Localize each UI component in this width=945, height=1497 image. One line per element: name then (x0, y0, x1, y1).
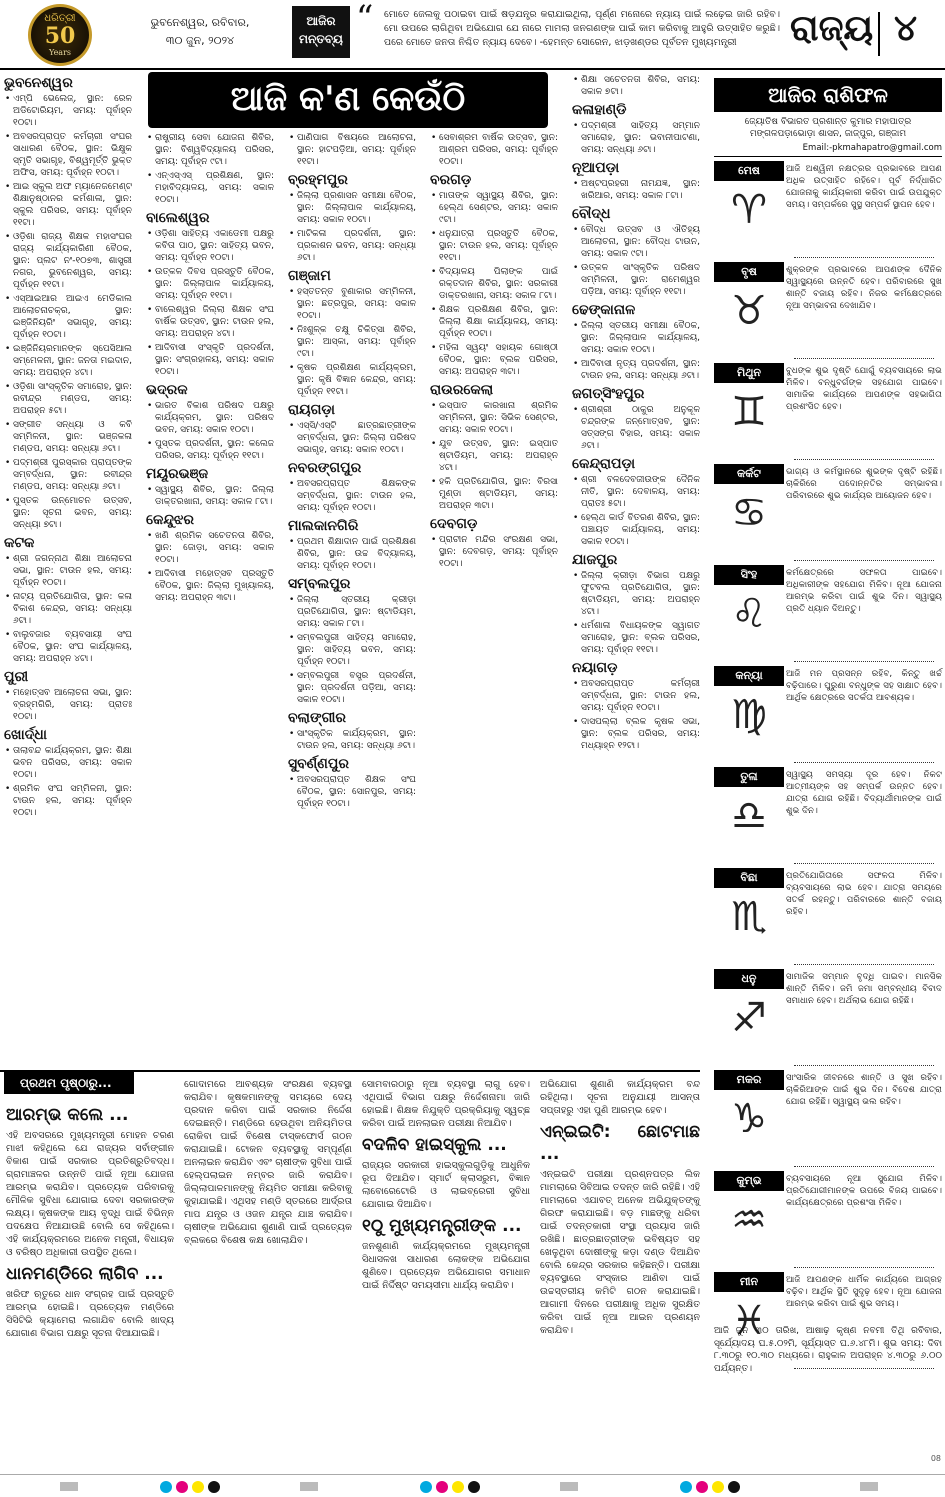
sign-prediction: ସ୍ୱାସ୍ଥ୍ୟ ସମସ୍ୟା ଦୂର ହେବ। ନିକଟ ଆତ୍ମୀୟଙ୍କ ସହ ସମ୍ପର୍କ ଉନ୍ନତ ହେବ। ଯାତ୍ରା ଯୋଗ ରହିଛି। ବିଦ୍ୟାର୍ଥୀମାନଙ୍କ ପାଇଁ ଶୁଭ ଦିନ। (786, 770, 942, 816)
sign-name: କୁମ୍ଭ (714, 1171, 784, 1191)
horoscope-sign (714, 161, 942, 258)
horoscope-sign (714, 666, 942, 763)
capricorn-icon: ♑ (731, 1096, 767, 1142)
city-heading: ଭୁବନେଶ୍ୱର (4, 75, 73, 91)
sign-name: ମକର (714, 1070, 784, 1090)
event-list (288, 420, 416, 456)
registration-bar (560, 1482, 578, 1491)
sign-prediction: ଆଜି ଆପଣଙ୍କ ଧାର୍ମିକ କାର୍ଯ୍ୟରେ ଆଗ୍ରହ ବଢ଼ିବ। ଆର୍ଥିକ ସ୍ଥିତି ସୁଦୃଢ଼ ହେବ। ନୂଆ ଯୋଜନା ଆରମ୍ଭ କରିବା ପାଇଁ ଶୁଭ ସମୟ। (786, 1275, 942, 1309)
registration-dot-cyan (420, 1481, 432, 1493)
sign-prediction: ପ୍ରତିଯୋଗିତାରେ ସଫଳତା ମିଳିବ। ବ୍ୟବସାୟରେ ଲାଭ ହେବ। ଯାତ୍ରା ସମୟରେ ସତର୍କ ରହନ୍ତୁ। ପରିବାରରେ ଶାନ୍ତି ବଜାୟ ରହିବ। (786, 871, 942, 917)
registration-bar (300, 1482, 318, 1491)
event-list (572, 570, 700, 656)
event-item: • ଉତ୍କଳ ଦିବସ ପ୍ରସ୍ତୁତି ବୈଠକ, ସ୍ଥାନ: ଜିଲ୍ଲାପାଳ କାର୍ଯ୍ୟାଳୟ, ସମୟ: ପୂର୍ବାହ୍ନ ୧୧ଟା। (146, 266, 274, 302)
cancer-icon: ♋ (731, 490, 767, 536)
event-list (572, 320, 700, 382)
sign-prediction: ଆଜି ମନ ପ୍ରସନ୍ନ ରହିବ, କିନ୍ତୁ ଖର୍ଚ୍ଚ ବଢ଼ିପାରେ। ପୁରୁଣା ବନ୍ଧୁଙ୍କ ସହ ସାକ୍ଷାତ ହେବ। ଆର୍ଥିକ କ୍ଷେତ୍ରରେ ସତର୍କତା ଆବଶ୍ୟକ। (786, 669, 942, 703)
event-item: • ଭାରତ ବିକାଶ ପରିଷଦ ପକ୍ଷରୁ କାର୍ଯ୍ୟକ୍ରମ, ସ୍ଥାନ: ପରିଷଦ ଭବନ, ସମୟ: ସକାଳ ୧୦ଟା। (146, 400, 274, 436)
registration-dot-magenta (176, 1481, 188, 1493)
masthead (0, 0, 945, 70)
event-item: • ପ୍ରଥମ ଶିକ୍ଷାଦାନ ପାଇଁ ପ୍ରଶିକ୍ଷଣ ଶିବିର, ସ୍ଥାନ: ଉଚ୍ଚ ବିଦ୍ୟାଳୟ, ସମୟ: ପୂର୍ବାହ୍ନ ୧୦ଟା। (288, 536, 416, 572)
event-list (430, 534, 558, 570)
story-body-cm: ଜନଶୁଣାଣି କାର୍ଯ୍ୟକ୍ରମରେ ମୁଖ୍ୟମନ୍ତ୍ରୀ ସିଧାସଳଖ ସାଧାରଣ ଲୋକଙ୍କ ଅଭିଯୋଗ ଶୁଣିବେ। ପ୍ରତ୍ୟେକ ଅଭିଯୋଗର ସମାଧାନ ପାଇଁ ନିର୍ଦ୍ଦିଷ୍ଟ ସମୟସୀମା ଧାର୍ଯ୍ୟ କରାଯିବ। (362, 1241, 530, 1291)
city-heading: ବୌଦ୍ଧ (572, 206, 611, 222)
event-item: • ହେଲ୍ଥ କାର୍ଡ ବିତରଣ ଶିବିର, ସ୍ଥାନ: ପଞ୍ଚାୟତ କାର୍ଯ୍ୟାଳୟ, ସମୟ: ସକାଳ ୧୦ଟା। (572, 512, 700, 548)
event-list (430, 132, 558, 168)
event-item: • ସଙ୍ଗୀତ ସନ୍ଧ୍ୟା ଓ କବି ସମ୍ମିଳନୀ, ସ୍ଥାନ: ଭଞ୍ଜକଳା ମଣ୍ଡପ, ସମୟ: ସନ୍ଧ୍ୟା ୬ଟା। (4, 419, 132, 455)
libra-icon: ♎ (731, 793, 767, 839)
city-heading: ଜଗତ୍‌ସିଂହପୁର (572, 386, 645, 402)
event-item: • ଅବସରପ୍ରାପ୍ତ କର୍ମଚାରୀ ସମ୍ବର୍ଦ୍ଧନା, ସ୍ଥାନ: ଟାଉନ ହଲ, ସମୟ: ପୂର୍ବାହ୍ନ ୧୦ଟା। (572, 678, 700, 714)
story-body-neet: ଏନ୍ଇଇଟି ପରୀକ୍ଷା ପ୍ରଶ୍ନପତ୍ର ଲିକ ମାମଲାରେ ସିବିଆଇ ତଦନ୍ତ ଜାରି ରହିଛି। ଏହି ମାମଲାରେ ଏଯାବତ୍ ଅନେକ ଅଭିଯୁକ୍ତଙ୍କୁ ଗିରଫ କରାଯାଇଛି। ବଡ଼ ମାଛଙ୍କୁ ଧରିବା ପାଇଁ ତଦନ୍ତକାରୀ ସଂସ୍ଥା ପ୍ରୟାସ ଜାରି ରଖିଛି। ଛାତ୍ରଛାତ୍ରୀଙ୍କ ଭବିଷ୍ୟତ ସହ ଖେଳୁଥିବା ଦୋଷୀଙ୍କୁ କଡ଼ା ଦଣ୍ଡ ଦିଆଯିବ ବୋଲି କେନ୍ଦ୍ର ସରକାର କହିଛନ୍ତି। ପରୀକ୍ଷା ବ୍ୟବସ୍ଥାରେ ସଂସ୍କାର ଆଣିବା ପାଇଁ ଉଚ୍ଚସ୍ତରୀୟ କମିଟି ଗଠନ କରାଯାଇଛି। ଆଗାମୀ ଦିନରେ ପରୀକ୍ଷାକୁ ଅଧିକ ସୁରକ୍ଷିତ କରିବା ପାଇଁ ନୂଆ ଆଇନ ପ୍ରଣୟନ କରାଯିବ। (540, 1169, 700, 1336)
event-item: • ଜିଲ୍ଲା ସ୍ତରୀୟ ସମୀକ୍ଷା ବୈଠକ, ସ୍ଥାନ: ଜିଲ୍ଲାପାଳ କାର୍ଯ୍ୟାଳୟ, ସମୟ: ସକାଳ ୧୦ଟା। (572, 320, 700, 356)
event-list (288, 728, 416, 752)
event-item: • ଇଞ୍ଜିନିୟରମାନଙ୍କ ସ୍ପେସିଆଲ ସମ୍ମେଳନୀ, ସ୍ଥାନ: ଜନତା ମଇଦାନ, ସମୟ: ଅପରାହ୍ନ ୪ଟା। (4, 343, 132, 379)
city-heading: ସୁବର୍ଣ୍ଣପୁର (288, 756, 349, 772)
event-item: • ଖଣି ଶ୍ରମିକ ସଚେତନତା ଶିବିର, ସ୍ଥାନ: ଜୋଡ଼ା, ସମୟ: ସକାଳ ୧୦ଟା। (146, 530, 274, 566)
dateline-place: ଭୁବନେଶ୍ୱର, ରବିବାର, (150, 16, 250, 29)
event-item: • ଓଡ଼ିଶା ସାଂସ୍କୃତିକ ସମାରୋହ, ସ୍ଥାନ: ରବୀନ୍ଦ୍ର ମଣ୍ଡପ, ସମୟ: ଅପରାହ୍ନ ୫ଟା। (4, 381, 132, 417)
event-item: • ବୌଦ୍ଧ ଉତ୍ସବ ଓ ଐତିହ୍ୟ ଆଲୋଚନା, ସ୍ଥାନ: ବୌଦ୍ଧ ଟାଉନ, ସମୟ: ସକାଳ ୯ଟା। (572, 224, 700, 260)
registration-dot-yellow (712, 1481, 724, 1493)
registration-dot-black (208, 1481, 220, 1493)
event-item: • ଶିକ୍ଷକ ପ୍ରଶିକ୍ଷଣ ଶିବିର, ସ୍ଥାନ: ଜିଲ୍ଲା ଶିକ୍ଷା କାର୍ଯ୍ୟାଳୟ, ସମୟ: ପୂର୍ବାହ୍ନ ୧୦ଟା। (430, 304, 558, 340)
event-item: • ଏନ୍ଏସ୍ଏସ୍ ପ୍ରଶିକ୍ଷଣ, ସ୍ଥାନ: ମହାବିଦ୍ୟାଳୟ, ସମୟ: ସକାଳ ୧୦ଟା। (146, 170, 274, 206)
quote-text: ମୋତେ ଜେଲକୁ ପଠାଇବା ପାଇଁ ଷଡ଼ଯନ୍ତ୍ର କରାଯାଇଥିଲା, ପୂର୍ଣ୍ଣ ମନୋରେ ନ୍ୟାୟ ପାଇଁ ଲଢ଼େଇ ଜାରି ରହିବ। ମୋ ଉପରେ ଲାଗିଥିବା ଅଭିଯୋଗ ଯେ ନାରେ ମାମଲା ଜନଗଣଙ୍କ ପାଇଁ କାମ କରିବାକୁ ଆହୁରି ଉତ୍ସାହିତ କରୁଛି। ପରେ ମୋତେ ଜନତା ନିଶ୍ଚିତ ନ୍ୟାୟ ଦେବେ। -ହେମନ୍ତ ସୋରେନ, ଝାଡ଼ଖଣ୍ଡର ପୂର୍ବତନ ମୁଖ୍ୟମନ୍ତ୍ରୀ (384, 9, 780, 48)
event-item: • ଜିଲ୍ଲା ସ୍ତରୀୟ କ୍ରୀଡ଼ା ପ୍ରତିଯୋଗିତା, ସ୍ଥାନ: ଷ୍ଟାଡିୟମ, ସମୟ: ସକାଳ ୮ଟା। (288, 594, 416, 630)
events-banner: ଆଜି କ'ଣ କେଉଁଠି (148, 72, 548, 128)
event-list (430, 190, 558, 378)
quote-mark-icon: “ (356, 0, 374, 38)
event-item: • ଶ୍ରମିକ ସଂଘ ସମ୍ମିଳନୀ, ସ୍ଥାନ: ଟାଉନ ହଲ, ସମୟ: ପୂର୍ବାହ୍ନ ୧୦ଟା। (4, 783, 132, 819)
event-list (288, 536, 416, 572)
city-heading: କେନ୍ଦ୍ରାପଡ଼ା (572, 456, 636, 472)
horoscope-sign (714, 1070, 942, 1167)
sign-prediction: ବୁଧଙ୍କ ଶୁଭ ଦୃଷ୍ଟି ଯୋଗୁଁ ବ୍ୟବସାୟରେ ଲାଭ ମିଳିବ। ବନ୍ଧୁବର୍ଗଙ୍କ ସହଯୋଗ ପାଇବେ। ସାମାଜିକ କାର୍ଯ୍ୟରେ ଆପଣଙ୍କ ସହଭାଗିତା ପ୍ରଶଂସିତ ହେବ। (786, 366, 942, 412)
event-item: • ହସ୍ତତନ୍ତ ବୁଣାକାର ସମ୍ମିଳନୀ, ସ୍ଥାନ: ଛତ୍ରପୁର, ସମୟ: ସକାଳ ୧୦ଟା। (288, 286, 416, 322)
leo-icon: ♌ (731, 591, 767, 637)
horoscope-sign (714, 969, 942, 1066)
event-item: • ଧର୍ମଶାଳା ବିଧାୟକଙ୍କ ସ୍ୱାଗତ ସମାରୋହ, ସ୍ଥାନ: ବ୍ଲକ ପରିସର, ସମୟ: ପୂର୍ବାହ୍ନ ୧୧ଟା। (572, 620, 700, 656)
horoscope-sign (714, 868, 942, 965)
event-item: • ସ୍ୱାସ୍ଥ୍ୟ ଶିବିର, ସ୍ଥାନ: ଜିଲ୍ଲା ଡାକ୍ତରଖାନା, ସମୟ: ସକାଳ ୮ଟା। (146, 484, 274, 508)
event-item: • ଓଡ଼ିଶା ସାହିତ୍ୟ ଏକାଡେମୀ ପକ୍ଷରୁ କବିତା ପାଠ, ସ୍ଥାନ: ସାହିତ୍ୟ ଭବନ, ସମୟ: ପୂର୍ବାହ୍ନ ୧୦ଟା। (146, 228, 274, 264)
event-item: • କୃଷକ ପ୍ରଶିକ୍ଷଣ କାର୍ଯ୍ୟକ୍ରମ, ସ୍ଥାନ: କୃଷି ବିଜ୍ଞାନ କେନ୍ଦ୍ର, ସମୟ: ପୂର୍ବାହ୍ନ ୧୧ଟା। (288, 362, 416, 398)
sign-separator (794, 1065, 934, 1066)
city-heading: ଗଞ୍ଜାମ (288, 268, 331, 284)
event-list (288, 190, 416, 264)
event-item: • ଉତ୍କଳ ସାଂସ୍କୃତିକ ପରିଷଦ ସମ୍ମିଳନୀ, ସ୍ଥାନ: ରାମେଶ୍ୱର ପଡ଼ିଆ, ସମୟ: ପୂର୍ବାହ୍ନ ୧୧ଟା। (572, 262, 700, 298)
sign-separator (794, 358, 934, 359)
story-body-dhanamandi: ଖରିଫ ଋତୁରେ ଧାନ ସଂଗ୍ରହ ପାଇଁ ପ୍ରସ୍ତୁତି ଆରମ୍ଭ ହୋଇଛି। ପ୍ରତ୍ୟେକ ମଣ୍ଡିରେ ସିସିଟିଭି କ୍ୟାମେରା ଲଗାଯିବ ବୋଲି ଖାଦ୍ୟ ଯୋଗାଣ ବିଭାଗ ପକ୍ଷରୁ ସୂଚନା ଦିଆଯାଇଛି। (6, 1289, 174, 1339)
horoscope-sign (714, 262, 942, 359)
event-item: • ଶ୍ରୀଶ୍ରୀ ଠାକୁର ଅନୁକୂଳ ଚନ୍ଦ୍ରଙ୍କ ଜନ୍ମୋତ୍ସବ, ସ୍ଥାନ: ସତ୍ସଙ୍ଗ ବିହାର, ସମୟ: ସକାଳ ୬ଟା। (572, 404, 700, 452)
city-heading: କଟକ (4, 535, 35, 551)
sagittarius-icon: ♐ (731, 995, 767, 1041)
sign-separator (794, 661, 934, 662)
sign-name: କର୍କଟ (714, 464, 784, 484)
registration-dot-black (468, 1481, 480, 1493)
event-list (146, 228, 274, 378)
registration-dot-black (728, 1481, 740, 1493)
event-list (146, 132, 274, 206)
logo-name: ଧରିତ୍ରୀ (44, 13, 76, 24)
horoscope-sign (714, 1171, 942, 1268)
city-heading: ବାଲେଶ୍ୱର (146, 210, 210, 226)
event-item: • ମହୋତ୍ସବ ଆଲୋଚନା ସଭା, ସ୍ଥାନ: ବ୍ରହ୍ମଗିରି, ସମୟ: ପ୍ରାତଃ ୧୦ଟା। (4, 687, 132, 723)
horoscope-author: ଜ୍ୟୋତିଷ ବିଭାରତ ପ୍ରଶାନ୍ତ କୁମାର ମହାପାତ୍ର ମଙ୍ଗଳପଡ଼ାଭୋଡ଼ା ଶାସନ, ଜାଜ୍ପୁର, ଗଞ୍ଜାମ (744, 117, 912, 139)
front-page-tag: ପ୍ରଥମ ପୃଷ୍ଠାରୁ... (4, 1072, 134, 1094)
event-item: • ଶ୍ରୀ ଜଗନ୍ନାଥ ଶିକ୍ଷା ଆଲୋଚନା ସଭା, ସ୍ଥାନ: ଟାଉନ ହଲ, ସମୟ: ପୂର୍ବାହ୍ନ ୧୦ଟା। (4, 553, 132, 589)
quote-of-the-day (292, 0, 782, 64)
event-list (288, 774, 416, 810)
sign-prediction: ଆଜି ଅଶ୍ୱିନୀ ନକ୍ଷତ୍ରର ପ୍ରଭାବରେ ଆପଣ ଅଧିକ ଉତ୍ସାହିତ ରହିବେ। ପୂର୍ବ ନିର୍ଦ୍ଧାରିତ ଯୋଜନାକୁ କାର୍ଯ୍ୟକାରୀ କରିବା ପାଇଁ ଉପଯୁକ୍ତ ସମୟ। ସମ୍ପର୍କରେ ସୁସ୍ଥ ସମ୍ପର୍କ ସ୍ଥାପନ ହେବ। (786, 164, 942, 210)
story-body-continued-3: ଅଭିଯୋଗ ଶୁଣାଣି କାର୍ଯ୍ୟକ୍ରମ ବନ୍ଦ ରହିଥିଲା। ସୂଚନା ଅନୁଯାୟୀ ଆସନ୍ତା ସପ୍ତାହରୁ ଏହା ପୁଣି ଆରମ୍ଭ ହେବ। (540, 1079, 700, 1116)
event-list (572, 178, 700, 202)
dateline (120, 14, 280, 50)
event-item: • ମାଟିକଳା ପ୍ରଦର୍ଶନୀ, ସ୍ଥାନ: ପ୍ରକାଶନ ଭବନ, ସମୟ: ସନ୍ଧ୍ୟା ୬ଟା। (288, 228, 416, 264)
city-heading: ରାଉରକେଲା (430, 382, 494, 398)
city-heading: ଯାଜପୁର (572, 552, 618, 568)
sign-prediction: ଭାଗ୍ୟ ଓ କର୍ମସ୍ଥାନରେ ଶୁଭଙ୍କ ଦୃଷ୍ଟି ରହିଛି। ଚାକିରିରେ ପଦୋନ୍ନତିର ସମ୍ଭାବନା। ପରିବାରରେ ଶୁଭ କାର୍ଯ୍ୟର ଆୟୋଜନ ହେବ। (786, 467, 942, 501)
events-column-1 (4, 74, 132, 821)
story-head-neet: ଏନ୍ଇଇଟି: ଛୋଟମାଛ ... (540, 1122, 700, 1164)
sign-name: ଧନୁ (714, 969, 784, 989)
registration-dot-magenta (436, 1481, 448, 1493)
dateline-date: ୩୦ ଜୁନ, ୨୦୨୪ (165, 34, 235, 47)
sign-separator (794, 863, 934, 864)
sign-separator (794, 459, 934, 460)
event-item: • ବାଲୁବଜାର ବ୍ୟବସାୟୀ ସଂଘ ବୈଠକ, ସ୍ଥାନ: ସଂଘ କାର୍ଯ୍ୟାଳୟ, ସମୟ: ଅପରାହ୍ନ ୪ଟା। (4, 629, 132, 665)
event-item: • ବିଦ୍ୟାଳୟ ପିଲାଙ୍କ ପାଇଁ ରକ୍ତଦାନ ଶିବିର, ସ୍ଥାନ: ସରକାରୀ ଡାକ୍ତରଖାନା, ସମୟ: ସକାଳ ୮ଟା। (430, 266, 558, 302)
city-heading: ଦେବଗଡ଼ (430, 516, 478, 532)
events-column-5 (572, 74, 700, 754)
print-registration-strip (0, 1474, 945, 1497)
event-list (288, 132, 416, 168)
event-list (146, 484, 274, 508)
story-body-arambha: ଏହି ଅବସରରେ ମୁଖ୍ୟମନ୍ତ୍ରୀ ମୋହନ ଚରଣ ମାଝୀ କହିଥିଲେ ଯେ ରାଜ୍ୟର ସର୍ବାଙ୍ଗୀନ ବିକାଶ ପାଇଁ ସରକାର ପ୍ରତିଶ୍ରୁତିବଦ୍ଧ। ଗ୍ରାମାଞ୍ଚଳର ଉନ୍ନତି ପାଇଁ ନୂଆ ଯୋଜନା ଆରମ୍ଭ କରାଯିବ। ପ୍ରତ୍ୟେକ ପରିବାରକୁ ମୌଳିକ ସୁବିଧା ଯୋଗାଇ ଦେବା ସରକାରଙ୍କ ଲକ୍ଷ୍ୟ। କୃଷକଙ୍କ ଆୟ ବୃଦ୍ଧି ପାଇଁ ବିଭିନ୍ନ ପଦକ୍ଷେପ ନିଆଯାଉଛି ବୋଲି ସେ କହିଥିଲେ। ଏହି କାର୍ଯ୍ୟକ୍ରମରେ ଅନେକ ମନ୍ତ୍ରୀ, ବିଧାୟକ ଓ ବରିଷ୍ଠ ଅଧିକାରୀ ଉପସ୍ଥିତ ଥିଲେ। (6, 1130, 174, 1258)
registration-dot-yellow (452, 1481, 464, 1493)
registration-dot-cyan (680, 1481, 692, 1493)
event-item: • ଆଦିବାସୀ ସଂସ୍କୃତି ପ୍ରଦର୍ଶନୀ, ସ୍ଥାନ: ସଂଗ୍ରହାଳୟ, ସମୟ: ସକାଳ ୧୦ଟା। (146, 342, 274, 378)
city-heading: ବ୍ରହ୍ମପୁର (288, 172, 348, 188)
story-head-highschool: ବଦଳିବ ହାଇସ୍କୁଲ ... (362, 1135, 507, 1155)
event-item: • ଓଡ଼ିଶା ରାଜ୍ୟ ଶିକ୍ଷକ ମହାସଂଘର ରାଜ୍ୟ କାର୍ଯ୍ୟକାରିଣୀ ବୈଠକ, ସ୍ଥାନ: ପ୍ଲଟ ନଂ-୧୦୭୩, ଶାସ୍ତ୍ରୀ ନଗର, ଭୁବନେଶ୍ୱର, ସମୟ: ପୂର୍ବାହ୍ନ ୧୧ଟା। (4, 231, 132, 291)
city-heading: ସମ୍ବଲପୁର (288, 576, 351, 592)
city-heading: ବରଗଡ଼ (430, 172, 472, 188)
event-item: • ଶ୍ରୀ ବଳଦେବଜୀଉଙ୍କ ଦୈନିକ ନୀତି, ସ୍ଥାନ: ଦେବାଳୟ, ସମୟ: ପ୍ରାତଃ ୫ଟା। (572, 474, 700, 510)
city-heading: ପୁରୀ (4, 669, 29, 685)
event-list (288, 286, 416, 398)
sign-separator (794, 762, 934, 763)
event-item: • ମାତାଙ୍କ ସ୍ୱାସ୍ଥ୍ୟ ଶିବିର, ସ୍ଥାନ: ହେଲ୍ଥ ସେଣ୍ଟର, ସମୟ: ସକାଳ ୯ଟା। (430, 190, 558, 226)
horoscope-sign (714, 565, 942, 662)
city-heading: ମାଲକାନଗିରି (288, 518, 359, 534)
event-item: • ଶିକ୍ଷା ସଚେତନତା ଶିବିର, ସମୟ: ସକାଳ ୭ଟା। (572, 74, 700, 98)
event-list (430, 400, 558, 512)
front-page-column-1 (6, 1100, 174, 1343)
event-list (4, 553, 132, 665)
city-heading: ନବରଙ୍ଗପୁର (288, 460, 362, 476)
horoscope-panel (714, 78, 942, 1344)
event-item: • ଅବସରପ୍ରାପ୍ତ ଶିକ୍ଷକ ସଂଘ ବୈଠକ, ସ୍ଥାନ: ସୋନପୁର, ସମୟ: ପୂର୍ବାହ୍ନ ୧୦ଟା। (288, 774, 416, 810)
city-heading: ଖୋର୍ଦ୍ଧା (4, 727, 47, 743)
logo-anniversary: 50 (44, 23, 76, 49)
city-heading: କଳାହାଣ୍ଡି (572, 102, 627, 118)
scorpio-icon: ♏ (731, 894, 767, 940)
city-heading: ଭଦ୍ରକ (146, 382, 188, 398)
sign-prediction: ସାମାଜିକ ସମ୍ମାନ ବୃଦ୍ଧି ପାଇବ। ମାନସିକ ଶାନ୍ତି ମିଳିବ। ଜମି ଜମା ସମ୍ବନ୍ଧୀୟ ବିବାଦ ସମାଧାନ ହେବ। ଅର୍ଥଲାଭ ଯୋଗ ରହିଛି। (786, 972, 942, 1006)
event-item: • ସେବାଶ୍ରମ ବାର୍ଷିକ ଉତ୍ସବ, ସ୍ଥାନ: ଆଶ୍ରମ ପରିସର, ସମୟ: ପୂର୍ବାହ୍ନ ୧୦ଟା। (430, 132, 558, 168)
sign-name: ମିଥୁନ (714, 363, 784, 383)
section-divider (878, 12, 880, 56)
event-item: • ସାଂସ୍କୃତିକ କାର୍ଯ୍ୟକ୍ରମ, ସ୍ଥାନ: ଟାଉନ ହଲ, ସମୟ: ସନ୍ଧ୍ୟା ୬ଟା। (288, 728, 416, 752)
section-title (790, 8, 940, 62)
story-head-dhanamandi: ଧାନମଣ୍ଡିରେ ଲାଗିବ ... (6, 1264, 164, 1284)
aries-icon: ♈ (731, 187, 767, 233)
city-heading: ଢେଙ୍କାନାଳ (572, 302, 636, 318)
horoscope-title: ଆଜିର ରାଶିଫଳ (714, 78, 942, 112)
sign-separator (794, 257, 934, 258)
events-column-2 (146, 132, 274, 606)
city-heading: ନୂଆପଡ଼ା (572, 160, 620, 176)
sign-separator (794, 964, 934, 965)
registration-dot-cyan (160, 1481, 172, 1493)
event-item: • ଦାସପଲ୍ଲା ବ୍ଲକ କୃଷକ ସଭା, ସ୍ଥାନ: ବ୍ଲକ ପରିସର, ସମୟ: ମଧ୍ୟାହ୍ନ ୧୨ଟା। (572, 716, 700, 752)
event-item: • ପଦ୍ମଶ୍ରୀ ସାହିତ୍ୟ ସମ୍ମାନ ସମାରୋହ, ସ୍ଥାନ: ଭବାନୀପାଟଣା, ସମୟ: ସନ୍ଧ୍ୟା ୬ଟା। (572, 120, 700, 156)
event-list (4, 93, 132, 531)
event-item: • ଏସ୍ସି/ଏସ୍ଟି ଛାତ୍ରଛାତ୍ରୀଙ୍କ ସମ୍ବର୍ଦ୍ଧନା, ସ୍ଥାନ: ଜିଲ୍ଲା ପରିଷଦ ସଭାଗୃହ, ସମୟ: ସକାଳ ୧୦ଟା। (288, 420, 416, 456)
event-list (146, 400, 274, 462)
event-list (4, 687, 132, 723)
event-item: • ପ୍ରାଚୀନ ମନ୍ଦିର ସଂରକ୍ଷଣ ସଭା, ସ୍ଥାନ: ଦେବଗଡ଼, ସମୟ: ପୂର୍ବାହ୍ନ ୧୦ଟା। (430, 534, 558, 570)
sign-separator (794, 560, 934, 561)
event-item: • ଧନୁଯାତ୍ରା ପ୍ରସ୍ତୁତି ବୈଠକ, ସ୍ଥାନ: ଟାଉନ ହଲ, ସମୟ: ପୂର୍ବାହ୍ନ ୧୧ଟା। (430, 228, 558, 264)
event-list (288, 594, 416, 706)
event-item: • ତାଲାବନ୍ଦ କାର୍ଯ୍ୟକ୍ରମ, ସ୍ଥାନ: ଶିକ୍ଷା ଭବନ ପରିସର, ସମୟ: ସକାଳ ୧୦ଟା। (4, 745, 132, 781)
registration-dot-yellow (192, 1481, 204, 1493)
sign-prediction: ସାଂସାରିକ ଜୀବନରେ ଶାନ୍ତି ଓ ସୁଖ ରହିବ। ଚାକିରିଆଙ୍କ ପାଇଁ ଶୁଭ ଦିନ। ବିଦେଶ ଯାତ୍ରା ଯୋଗ ରହିଛି। ସ୍ୱାସ୍ଥ୍ୟ ଭଲ ରହିବ। (786, 1073, 942, 1107)
event-item: • ଆଦିବାସୀ ନୃତ୍ୟ ପ୍ରଦର୍ଶନୀ, ସ୍ଥାନ: ଟାଉନ ହଲ, ସମୟ: ସନ୍ଧ୍ୟା ୬ଟା। (572, 358, 700, 382)
story-body-continued-2: ସୋମବାରଠାରୁ ନୂଆ ବ୍ୟବସ୍ଥା ଲାଗୁ ହେବ। ଏଥିପାଇଁ ବିଭାଗ ପକ୍ଷରୁ ନିର୍ଦ୍ଦେଶନାମା ଜାରି ହୋଇଛି। ଶିକ୍ଷକ ନିଯୁକ୍ତି ପ୍ରକ୍ରିୟାକୁ ସ୍ୱଚ୍ଛ କରିବା ପାଇଁ ଅନଲାଇନ ପରୀକ୍ଷା ନିଆଯିବ। (362, 1079, 530, 1129)
front-page-column-2 (184, 1078, 352, 1250)
horoscope-email: Email:-pkmahapatro@gmail.com (714, 142, 942, 157)
event-item: • ଅବସରପ୍ରାପ୍ତ କର୍ମଚାରୀ ସଂଘର ସାଧାରଣ ବୈଠକ, ସ୍ଥାନ: ଭିକ୍ଷୁକ ସ୍ମୃତି ସଭାଗୃହ, ବିଶ୍ୱମୂର୍ତ୍ତି ଭୁକ୍ତ ଅଫିସ, ସମୟ: ପୂର୍ବାହ୍ନ ୧୦ଟା। (4, 131, 132, 179)
event-item: • ଜିଲ୍ଲା ପ୍ରଶାସନ ସମୀକ୍ଷା ବୈଠକ, ସ୍ଥାନ: ଜିଲ୍ଲାପାଳ କାର୍ଯ୍ୟାଳୟ, ସମୟ: ସକାଳ ୧୦ଟା। (288, 190, 416, 226)
sign-name: ମେଷ (714, 161, 784, 181)
horoscope-signs (714, 161, 942, 1369)
registration-dot-magenta (696, 1481, 708, 1493)
city-heading: ରାୟଗଡ଼ା (288, 402, 335, 418)
sign-name: ବୃଷ (714, 262, 784, 282)
sign-prediction: କର୍ମକ୍ଷେତ୍ରରେ ସଫଳତା ପାଇବେ। ଅଧିକାରୀଙ୍କ ସହଯୋଗ ମିଳିବ। ନୂଆ ଯୋଜନା ଆରମ୍ଭ କରିବା ପାଇଁ ଶୁଭ ଦିନ। ସ୍ୱାସ୍ଥ୍ୟ ପ୍ରତି ଧ୍ୟାନ ଦିଅନ୍ତୁ। (786, 568, 942, 614)
event-item: • ମହିଳା ସ୍ୱୟଂ ସହାୟକ ଗୋଷ୍ଠୀ ବୈଠକ, ସ୍ଥାନ: ବ୍ଲକ ପରିସର, ସମୟ: ଅପରାହ୍ନ ୩ଟା। (430, 342, 558, 378)
horoscope-sign (714, 363, 942, 460)
pisces-icon: ♓ (731, 1298, 767, 1344)
event-list (572, 224, 700, 298)
sign-prediction: ବ୍ୟବସାୟରେ ନୂଆ ସୁଯୋଗ ମିଳିବ। ପ୍ରତିଯୋଗୀମାନଙ୍କ ଉପରେ ବିଜୟ ପାଇବେ। କାର୍ଯ୍ୟକ୍ଷେତ୍ରରେ ପ୍ରଶଂସା ମିଳିବ। (786, 1174, 942, 1208)
sign-name: ସିଂହ (714, 565, 784, 585)
sign-prediction: ଶୁକ୍ରଙ୍କ ପ୍ରଭାବରେ ଆପଣଙ୍କ ଦୈନିକ ସ୍ୱାସ୍ଥ୍ୟରେ ଉନ୍ନତି ହେବ। ପରିବାରରେ ସୁଖ ଶାନ୍ତି ବଜାୟ ରହିବ। ନିଜର କର୍ମକ୍ଷେତ୍ରରେ ନୂଆ ସମ୍ଭାବନା ଦେଖାଯିବ। (786, 265, 942, 311)
taurus-icon: ♉ (731, 288, 767, 334)
city-heading: ନୟାଗଡ଼ (572, 660, 618, 676)
sign-name: ବିଛା (714, 868, 784, 888)
city-heading: ବଲାଙ୍ଗୀର (288, 710, 346, 726)
event-item: • ଏସ୍ଆଇଆର ଆଇଏ ମେଡିକାଲ ଆଲୋଚନାଚକ୍ର, ସ୍ଥାନ: ଇଞ୍ଜିନିୟରିଂ ସଭାଗୃହ, ସମୟ: ପୂର୍ବାହ୍ନ ୧୦ଟା। (4, 293, 132, 341)
event-item: • ଅଷ୍ଟପ୍ରହରୀ ନାମଯଜ୍ଞ, ସ୍ଥାନ: ଖରିଆର, ସମୟ: ସକାଳ ୮ଟା। (572, 178, 700, 202)
event-item: • ଜିଲ୍ଲା କ୍ରୀଡ଼ା ବିଭାଗ ପକ୍ଷରୁ ଫୁଟବଲ ପ୍ରତିଯୋଗିତା, ସ୍ଥାନ: ଷ୍ଟାଡିୟମ, ସମୟ: ଅପରାହ୍ନ ୪ଟା। (572, 570, 700, 618)
sign-separator (794, 1267, 934, 1268)
event-item: • ଆଦିବାସୀ ମହୋତ୍ସବ ପ୍ରସ୍ତୁତି ବୈଠକ, ସ୍ଥାନ: ଜିଲ୍ଲା ମୁଖ୍ୟାଳୟ, ସମୟ: ଅପରାହ୍ନ ୩ଟା। (146, 568, 274, 604)
event-list (572, 678, 700, 752)
page-code: 08 (930, 1454, 941, 1463)
registration-bar (860, 1482, 878, 1491)
event-item: • ବାଲେଶ୍ୱର ଜିଲ୍ଲା ଶିକ୍ଷକ ସଂଘ ବାର୍ଷିକ ଉତ୍ସବ, ସ୍ଥାନ: ଟାଉନ ହଲ, ସମୟ: ଅପରାହ୍ନ ୪ଟା। (146, 304, 274, 340)
event-list (146, 530, 274, 604)
event-item: • ରାଷ୍ଟ୍ରୀୟ ସେବା ଯୋଜନା ଶିବିର, ସ୍ଥାନ: ବିଶ୍ୱବିଦ୍ୟାଳୟ ପରିସର, ସମୟ: ପୂର୍ବାହ୍ନ ୯ଟା। (146, 132, 274, 168)
event-item: • ଯୁବ ଉତ୍ସବ, ସ୍ଥାନ: ଇସ୍ପାତ ଷ୍ଟାଡିୟମ, ସମୟ: ଅପରାହ୍ନ ୪ଟା। (430, 438, 558, 474)
events-column-3 (288, 132, 416, 812)
event-list (288, 478, 416, 514)
section-name: ରାଜ୍ୟ (790, 8, 874, 49)
panjika-note: ଆଜି ଜୁନ ୩୦ ତାରିଖ, ଆଷାଢ଼ କୃଷ୍ଣ ନବମୀ ତିଥି ରବିବାର, ସୂର୍ଯ୍ୟୋଦୟ ଘ.୫.୦୨ମି, ସୂର୍ଯ୍ୟାସ୍ତ ଘ.୬.୪୮ମି। ଶୁଭ ସମୟ: ଦିବା ୮.୩୦ରୁ ୧୦.୩୦ ମଧ୍ୟରେ। ରାହୁକାଳ ଅପରାହ୍ନ ୪.୩୦ରୁ ୬.୦୦ ପର୍ଯ୍ୟନ୍ତ। (714, 1326, 942, 1374)
sign-name: କନ୍ୟା (714, 666, 784, 686)
sign-name: ତୁଳା (714, 767, 784, 787)
story-head-cm: ୧୦ୁ ମୁଖ୍ୟମନ୍ତ୍ରୀଙ୍କ ... (362, 1216, 522, 1236)
registration-bar (60, 1482, 78, 1491)
event-item: • ଅବସରପ୍ରାପ୍ତ ଶିକ୍ଷକଙ୍କ ସମ୍ବର୍ଦ୍ଧନା, ସ୍ଥାନ: ଟାଉନ ହଲ, ସମୟ: ପୂର୍ବାହ୍ନ ୧୦ଟା। (288, 478, 416, 514)
event-list (4, 745, 132, 819)
event-item: • ପାଣିପାଗ ବିଷୟରେ ଆଲୋଚନା, ସ୍ଥାନ: ହାଟପଡ଼ିଆ, ସମୟ: ପୂର୍ବାହ୍ନ ୧୧ଟା। (288, 132, 416, 168)
events-column-4 (430, 132, 558, 572)
sign-name: ମୀନ (714, 1272, 784, 1292)
virgo-icon: ♍ (731, 692, 767, 738)
event-list (572, 474, 700, 548)
logo-years: Years (48, 48, 72, 57)
event-item: • ପୁସ୍ତକ ଉନ୍ମୋଚନ ଉତ୍ସବ, ସ୍ଥାନ: ସୂଚନା ଭବନ, ସମୟ: ସନ୍ଧ୍ୟା ୭ଟା। (4, 495, 132, 531)
city-heading: କେନ୍ଦୁଝର (146, 512, 195, 528)
event-item: • ଆଇ ସ୍କୁଲ ଅଫ ମ୍ୟାନେଜମେଣ୍ଟ ଶିକ୍ଷାନୁଷ୍ଠାନର କର୍ମଶାଳା, ସ୍ଥାନ: ସ୍କୁଲ ପରିସର, ସମୟ: ପୂର୍ବାହ୍ନ ୧୧ଟା। (4, 181, 132, 229)
story-body-highschool: ରାଜ୍ୟର ସରକାରୀ ହାଇସ୍କୁଲଗୁଡ଼ିକୁ ଆଧୁନିକ ରୂପ ଦିଆଯିବ। ସ୍ମାର୍ଟ କ୍ଲାସରୁମ, ବିଜ୍ଞାନ ଲାବୋରେଟୋରି ଓ ଲାଇବ୍ରେରୀ ସୁବିଧା ଯୋଗାଇ ଦିଆଯିବ। (362, 1160, 530, 1210)
front-page-column-3 (362, 1078, 530, 1295)
aquarius-icon: ♒ (731, 1197, 767, 1243)
event-list (572, 404, 700, 452)
quote-tag: ଆଜିର ମନ୍ତବ୍ୟ (292, 6, 350, 58)
newspaper-logo (28, 4, 92, 66)
event-item: • ପଦ୍ମଶ୍ରୀ ପୁରସ୍କାର ପ୍ରାପ୍ତଙ୍କ ସମ୍ବର୍ଦ୍ଧନା, ସ୍ଥାନ: ରବୀନ୍ଦ୍ର ମଣ୍ଡପ, ସମୟ: ସନ୍ଧ୍ୟା ୬ଟା। (4, 457, 132, 493)
page-number: ୪ (894, 8, 918, 49)
event-item: • ନାଟ୍ୟ ପ୍ରତିଯୋଗିତା, ସ୍ଥାନ: କଳା ବିକାଶ କେନ୍ଦ୍ର, ସମୟ: ସନ୍ଧ୍ୟା ୬ଟା। (4, 591, 132, 627)
event-item: • ଏମ୍ପି ଭେଲେଜ୍, ସ୍ଥାନ: ରେଳ ଅଡିଟୋରିୟମ, ସମୟ: ପୂର୍ବାହ୍ନ ୧୦ଟା। (4, 93, 132, 129)
event-item: • ସମ୍ବଲପୁରୀ ସାହିତ୍ୟ ସମାରୋହ, ସ୍ଥାନ: ସାହିତ୍ୟ ଭବନ, ସମୟ: ପୂର୍ବାହ୍ନ ୧୦ଟା। (288, 632, 416, 668)
horoscope-sign (714, 464, 942, 561)
story-body-continued: ଗୋଦାମରେ ଆବଶ୍ୟକ ସଂରକ୍ଷଣ ବ୍ୟବସ୍ଥା କରାଯିବ। କୃଷକମାନଙ୍କୁ ସମୟରେ ଦେୟ ପ୍ରଦାନ କରିବା ପାଇଁ ସରକାର ନିର୍ଦ୍ଦେଶ ଦେଇଛନ୍ତି। ମଣ୍ଡିରେ ହେଉଥିବା ଅନିୟମିତତା ରୋକିବା ପାଇଁ ବିଶେଷ ଟାସ୍କଫୋର୍ସ ଗଠନ କରାଯାଇଛି। ଟୋକନ ବ୍ୟବସ୍ଥାକୁ ସମ୍ପୂର୍ଣ୍ଣ ଅନଲାଇନ କରାଯିବ ଏବଂ ଚାଷୀଙ୍କ ସୁବିଧା ପାଇଁ ହେଲ୍ପଲାଇନ ନମ୍ବର ଜାରି କରାଯିବ। ଜିଲ୍ଲାପାଳମାନଙ୍କୁ ନିୟମିତ ସମୀକ୍ଷା କରିବାକୁ କୁହାଯାଇଛି। ଏଥିସହ ମଣ୍ଡି ସ୍ତରରେ ଆର୍ଦ୍ରତା ମାପ ଯନ୍ତ୍ର ଓ ଓଜନ ଯନ୍ତ୍ର ଯାଞ୍ଚ କରାଯିବ। ଚାଷୀଙ୍କ ଅଭିଯୋଗ ଶୁଣାଣି ପାଇଁ ପ୍ରତ୍ୟେକ ବ୍ଲକରେ ବିଶେଷ କକ୍ଷ ଖୋଲାଯିବ। (184, 1079, 352, 1246)
event-item: • ପୁସ୍ତକ ପ୍ରଦର୍ଶନୀ, ସ୍ଥାନ: କଲେଜ ପରିସର, ସମୟ: ପୂର୍ବାହ୍ନ ୧୧ଟା। (146, 438, 274, 462)
city-heading: ମୟୂରଭଞ୍ଜ (146, 466, 209, 482)
front-page-column-4 (540, 1078, 700, 1340)
event-list (572, 120, 700, 156)
event-list (572, 74, 700, 98)
event-item: • ନିଃଶୁଳ୍କ ଚକ୍ଷୁ ଚିକିତ୍ସା ଶିବିର, ସ୍ଥାନ: ଆସ୍କା, ସମୟ: ପୂର୍ବାହ୍ନ ୯ଟା। (288, 324, 416, 360)
story-head-arambha: ଆରମ୍ଭ କଲେ ... (6, 1105, 129, 1125)
event-item: • ଇସ୍ପାତ କାରଖାନା ଶ୍ରମିକ ସମ୍ମିଳନୀ, ସ୍ଥାନ: ସିଭିକ ସେଣ୍ଟର, ସମୟ: ସକାଳ ୧୦ଟା। (430, 400, 558, 436)
horoscope-sign (714, 767, 942, 864)
event-item: • ହକି ପ୍ରତିଯୋଗିତା, ସ୍ଥାନ: ବିରସା ମୁଣ୍ଡା ଷ୍ଟାଡିୟମ, ସମୟ: ଅପରାହ୍ନ ୩ଟା। (430, 476, 558, 512)
event-item: • ସମ୍ବଲପୁରୀ ବସ୍ତ୍ର ପ୍ରଦର୍ଶନୀ, ସ୍ଥାନ: ପ୍ରଦର୍ଶନୀ ପଡ଼ିଆ, ସମୟ: ସକାଳ ୧୦ଟା। (288, 670, 416, 706)
gemini-icon: ♊ (731, 389, 767, 435)
sign-separator (794, 1166, 934, 1167)
events-listing (4, 74, 704, 1074)
